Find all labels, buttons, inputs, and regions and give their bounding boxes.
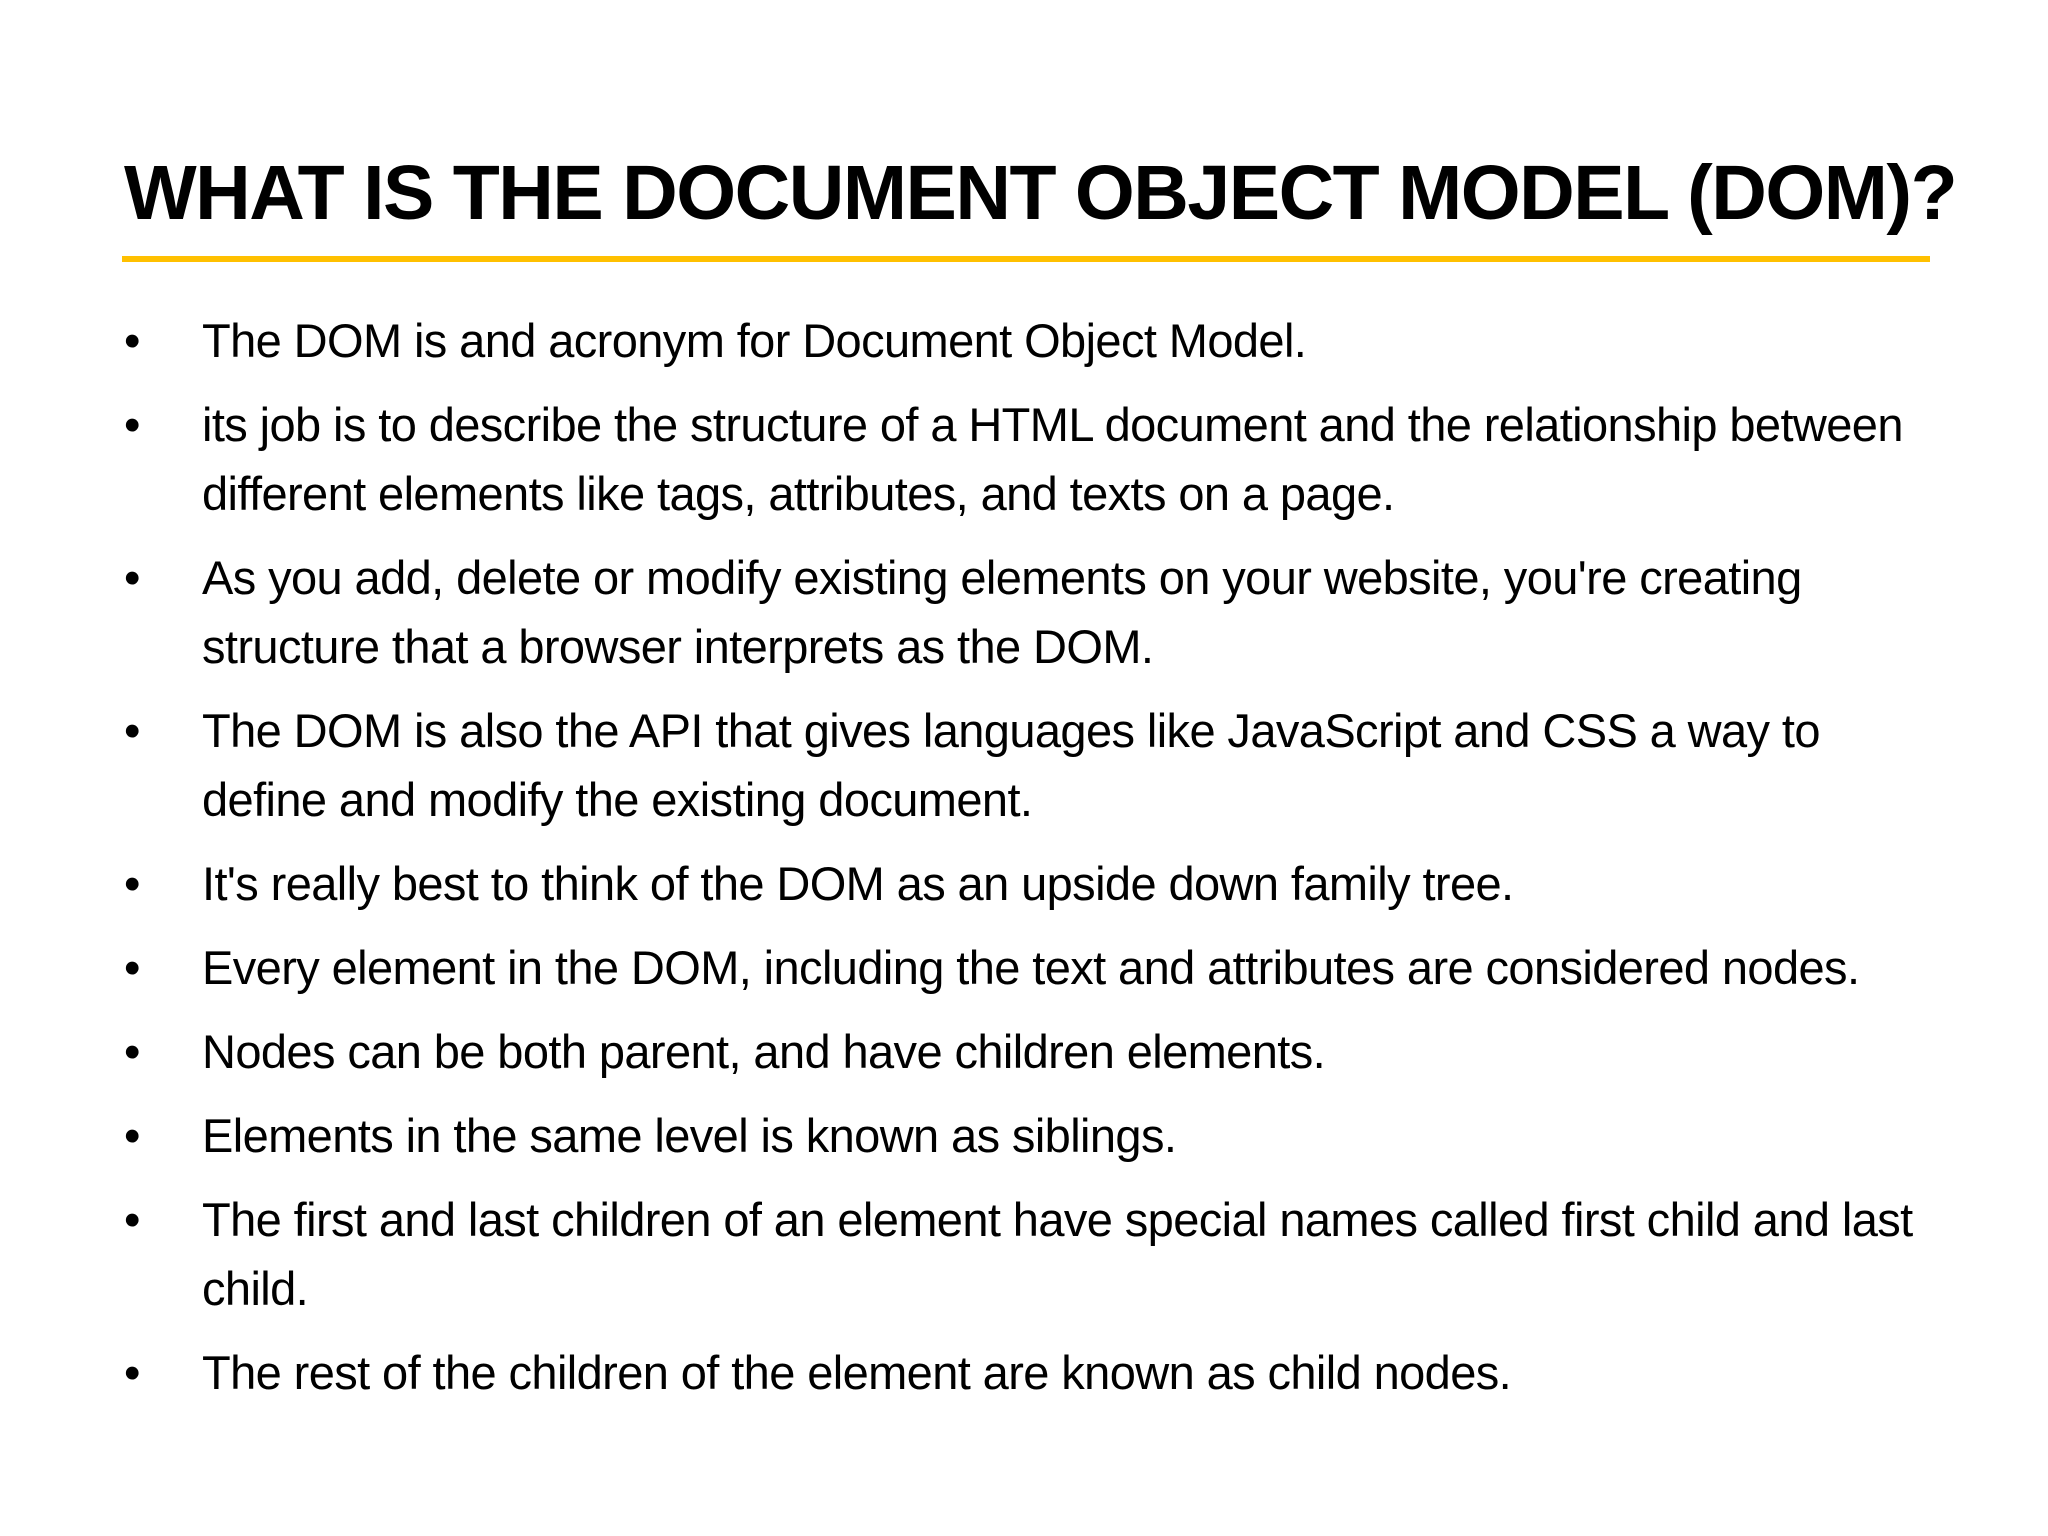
- bullet-text: As you add, delete or modify existing elements on your website, you're creating structure that a browser interprets as the DOM.: [202, 551, 1802, 673]
- bullet-icon: •: [124, 704, 140, 757]
- bullet-text: The DOM is also the API that gives languages like JavaScript and CSS a way to define and modify the existing document.: [202, 704, 1820, 826]
- bullet-icon: •: [124, 1109, 140, 1162]
- bullet-text: The rest of the children of the element are known as child nodes.: [202, 1346, 1512, 1399]
- bullet-text: The DOM is and acronym for Document Object Model.: [202, 314, 1307, 367]
- bullet-item: [124, 1101, 1944, 1170]
- bullet-text: The first and last children of an element have special names called first child and last child.: [202, 1193, 1913, 1315]
- bullet-item: [124, 849, 1944, 918]
- bullet-item: [124, 390, 1944, 528]
- bullet-icon: •: [124, 857, 140, 910]
- bullet-text: Nodes can be both parent, and have children elements.: [202, 1025, 1326, 1078]
- bullet-item: [124, 933, 1944, 1002]
- bullet-item: [124, 1017, 1944, 1086]
- bullet-icon: •: [124, 1025, 140, 1078]
- bullet-icon: •: [124, 314, 140, 367]
- bullet-item: [124, 306, 1944, 375]
- bullet-text: Every element in the DOM, including the text and attributes are considered nodes.: [202, 941, 1860, 994]
- title-underline: [122, 256, 1930, 262]
- bullet-text: Elements in the same level is known as siblings.: [202, 1109, 1177, 1162]
- bullet-item: [124, 696, 1944, 834]
- bullet-icon: •: [124, 398, 140, 451]
- bullet-item: [124, 1338, 1944, 1407]
- bullet-list: [124, 306, 1944, 1422]
- slide-title: WHAT IS THE DOCUMENT OBJECT MODEL (DOM)?: [124, 150, 1957, 236]
- bullet-icon: •: [124, 551, 140, 604]
- bullet-icon: •: [124, 941, 140, 994]
- bullet-text: its job is to describe the structure of a HTML document and the relationship between different elements like tags, attributes, and texts on a page.: [202, 398, 1903, 520]
- bullet-text: It's really best to think of the DOM as an upside down family tree.: [202, 857, 1514, 910]
- bullet-icon: •: [124, 1193, 140, 1246]
- bullet-icon: •: [124, 1346, 140, 1399]
- bullet-item: [124, 543, 1944, 681]
- bullet-item: [124, 1185, 1944, 1323]
